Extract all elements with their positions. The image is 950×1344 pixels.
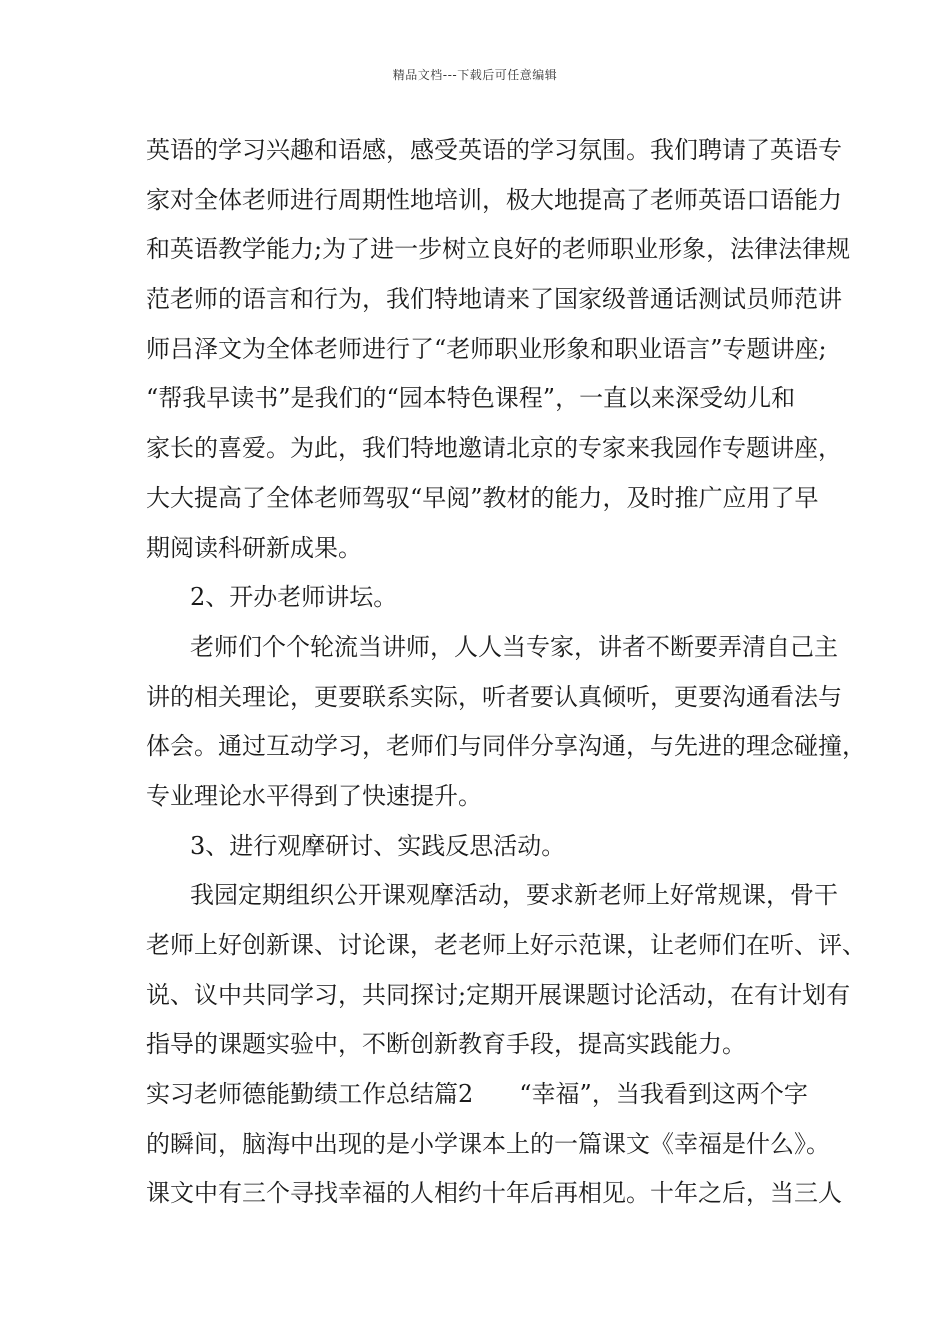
text-line: 师吕泽文为全体老师进行了“老师职业形象和职业语言”专题讲座; <box>146 334 827 363</box>
text-line: 和英语教学能力;为了进一步树立良好的老师职业形象，法律法律规 <box>146 235 851 264</box>
section-heading: 3、进行观摩研讨、实践反思活动。 <box>190 831 566 860</box>
section-heading: 2、开办老师讲坛。 <box>190 583 398 612</box>
title-line-text: “幸福”，当我看到这两个字 <box>519 1080 808 1109</box>
article-title: 实习老师德能勤绩工作总结篇2 <box>146 1080 474 1109</box>
text-line: 的瞬间，脑海中出现的是小学课本上的一篇课文《幸福是什么》。 <box>146 1129 830 1158</box>
text-line: 我园定期组织公开课观摩活动，要求新老师上好常规课，骨干 <box>190 881 838 910</box>
document-body <box>146 126 866 1219</box>
text-line: 家长的喜爱。为此，我们特地邀请北京的专家来我园作专题讲座， <box>146 434 842 463</box>
text-line: 指导的课题实验中，不断创新教育手段，提高实践能力。 <box>146 1030 746 1059</box>
text-line: 讲的相关理论，更要联系实际，听者要认真倾听，更要沟通看法与 <box>146 682 842 711</box>
text-line: 体会。通过互动学习，老师们与同伴分享沟通，与先进的理念碰撞， <box>146 732 866 761</box>
text-line: 专业理论水平得到了快速提升。 <box>146 781 482 810</box>
text-line: 老师们个个轮流当讲师，人人当专家，讲者不断要弄清自己主 <box>190 632 838 661</box>
text-line: 课文中有三个寻找幸福的人相约十年后再相见。十年之后，当三人 <box>146 1179 842 1208</box>
text-line: 范老师的语言和行为，我们特地请来了国家级普通话测试员师范讲 <box>146 285 842 314</box>
text-line: 老师上好创新课、讨论课，老老师上好示范课，让老师们在听、评、 <box>146 931 866 959</box>
text-line: “帮我早读书”是我们的“园本特色课程”，一直以来深受幼儿和 <box>146 384 796 413</box>
text-line: 家对全体老师进行周期性地培训，极大地提高了老师英语口语能力 <box>146 185 842 214</box>
text-line: 英语的学习兴趣和语感，感受英语的学习氛围。我们聘请了英语专 <box>146 136 842 164</box>
text-line: 大大提高了全体老师驾驭“早阅”教材的能力，及时推广应用了早 <box>146 483 819 512</box>
page-header: 精品文档---下载后可任意编辑 <box>392 68 558 82</box>
text-line: 期阅读科研新成果。 <box>146 533 362 562</box>
text-line: 说、议中共同学习，共同探讨;定期开展课题讨论活动，在有计划有 <box>146 980 851 1009</box>
title-line <box>146 1070 836 1120</box>
